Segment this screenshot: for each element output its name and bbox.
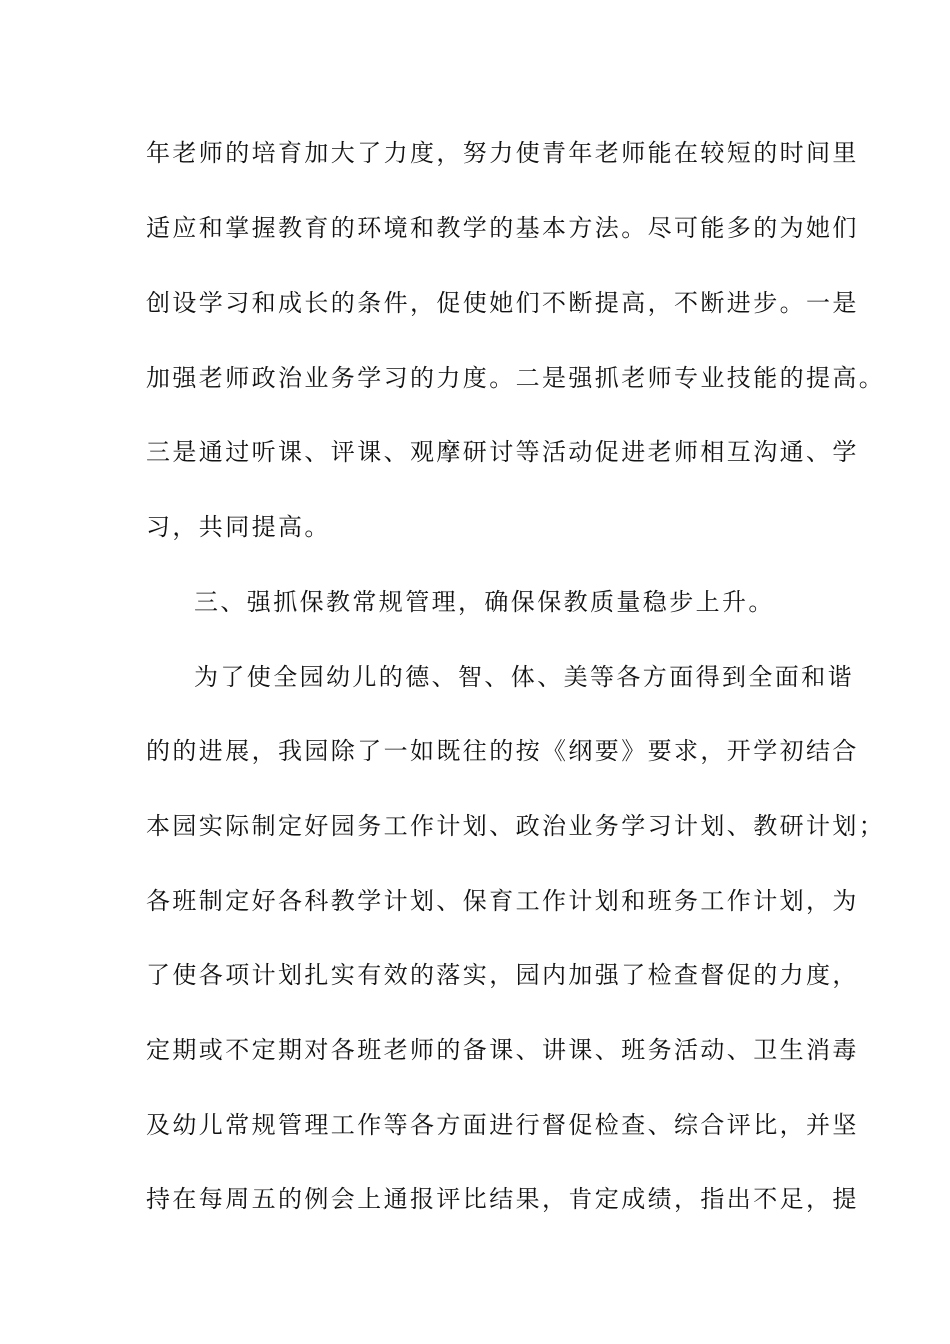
text-line: 定期或不定期对各班老师的备课、讲课、班务活动、卫生消毒 — [146, 1036, 859, 1064]
text-line: 加强老师政治业务学习的力度。二是强抓老师专业技能的提高。 — [146, 364, 886, 392]
text-line: 年老师的培育加大了力度，努力使青年老师能在较短的时间里 — [146, 139, 859, 167]
text-line: 适应和掌握教育的环境和教学的基本方法。尽可能多的为她们 — [146, 214, 859, 242]
text-line: 创设学习和成长的条件，促使她们不断提高，不断进步。一是 — [146, 289, 859, 317]
text-line: 的的进展，我园除了一如既往的按《纲要》要求，开学初结合 — [146, 737, 859, 765]
section-heading: 三、强抓保教常规管理，确保保教质量稳步上升。 — [194, 588, 775, 616]
text-line: 本园实际制定好园务工作计划、政治业务学习计划、教研计划； — [146, 812, 886, 840]
text-line: 三是通过听课、评课、观摩研讨等活动促进老师相互沟通、学 — [146, 438, 859, 466]
text-line: 持在每周五的例会上通报评比结果，肯定成绩，指出不足，提 — [146, 1185, 859, 1213]
text-line: 及幼儿常规管理工作等各方面进行督促检查、综合评比，并坚 — [146, 1111, 859, 1139]
text-line: 了使各项计划扎实有效的落实，园内加强了检查督促的力度， — [146, 961, 859, 989]
text-line: 习，共同提高。 — [146, 513, 331, 541]
paragraph-first-line: 为了使全园幼儿的德、智、体、美等各方面得到全面和谐 — [194, 663, 854, 691]
text-line: 各班制定好各科教学计划、保育工作计划和班务工作计划，为 — [146, 887, 859, 915]
